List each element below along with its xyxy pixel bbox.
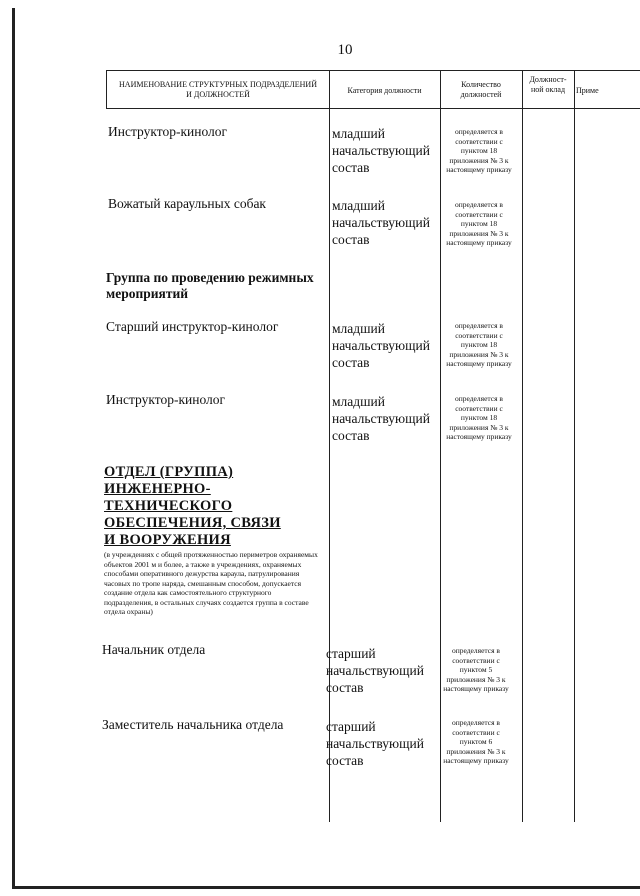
department-title-line: ОБЕСПЕЧЕНИЯ, СВЯЗИ <box>104 515 281 531</box>
row-count: определяется в соответствии с пунктом 18 приложения № 3 к настоящему приказу <box>446 321 512 368</box>
row-position: Старший инструктор-кинолог <box>106 319 279 334</box>
page-number: 10 <box>337 42 353 58</box>
row-count: определяется в соответствии с пунктом 5 приложения № 3 к настоящему приказу <box>443 646 509 693</box>
department-title-line: И ВООРУЖЕНИЯ <box>104 532 231 548</box>
department-title-line: ИНЖЕНЕРНО- <box>104 481 211 497</box>
department-title <box>104 464 324 549</box>
page-border-left <box>12 8 15 888</box>
department-note: (в учреждениях с общей протяженностью периметров охраняемых объектов 2001 м и более, а также в учреждениях, охраняемых способами оперативного дежурства караула, патрулирования часовых по тропе наряда, смешанным способом, допускается создание отдела как самостоятельного структурного подразделения, в остальных случаях создается группа в составе отдела охраны) <box>104 550 318 616</box>
page-border-bottom <box>12 886 640 889</box>
row-count: определяется в соответствии с пунктом 18 приложения № 3 к настоящему приказу <box>446 394 512 441</box>
row-category: старший начальствующий состав <box>326 646 424 695</box>
department-title-line: ОТДЕЛ (ГРУППА) <box>104 464 234 480</box>
row-category: младший начальствующий состав <box>332 321 430 370</box>
row-position: Начальник отдела <box>102 642 206 657</box>
row-position: Вожатый караульных собак <box>108 196 266 211</box>
row-category: младший начальствующий состав <box>332 394 430 443</box>
header-count: Количество должностей <box>460 80 502 99</box>
row-count: определяется в соответствии с пунктом 18 приложения № 3 к настоящему приказу <box>446 127 512 174</box>
row-category: младший начальствующий состав <box>332 198 430 247</box>
row-position: Заместитель начальника отдела <box>102 717 284 732</box>
row-count: определяется в соответствии с пунктом 18 приложения № 3 к настоящему приказу <box>446 200 512 247</box>
header-note: Приме <box>576 86 599 95</box>
header-name: НАИМЕНОВАНИЕ СТРУКТУРНЫХ ПОДРАЗДЕЛЕНИЙ И ДОЛЖНОСТЕЙ <box>119 80 317 99</box>
group-title: Группа по проведению режимных мероприятий <box>106 270 314 301</box>
header-category: Категория должности <box>347 86 422 95</box>
row-category: младший начальствующий состав <box>332 126 430 175</box>
row-count: определяется в соответствии с пунктом 6 приложения № 3 к настоящему приказу <box>443 718 509 765</box>
department-title-line: ТЕХНИЧЕСКОГО <box>104 498 233 514</box>
row-category: старший начальствующий состав <box>326 719 424 768</box>
header-salary: Должност-ной оклад <box>529 75 567 94</box>
row-position: Инструктор-кинолог <box>108 124 228 139</box>
row-position: Инструктор-кинолог <box>106 392 226 407</box>
